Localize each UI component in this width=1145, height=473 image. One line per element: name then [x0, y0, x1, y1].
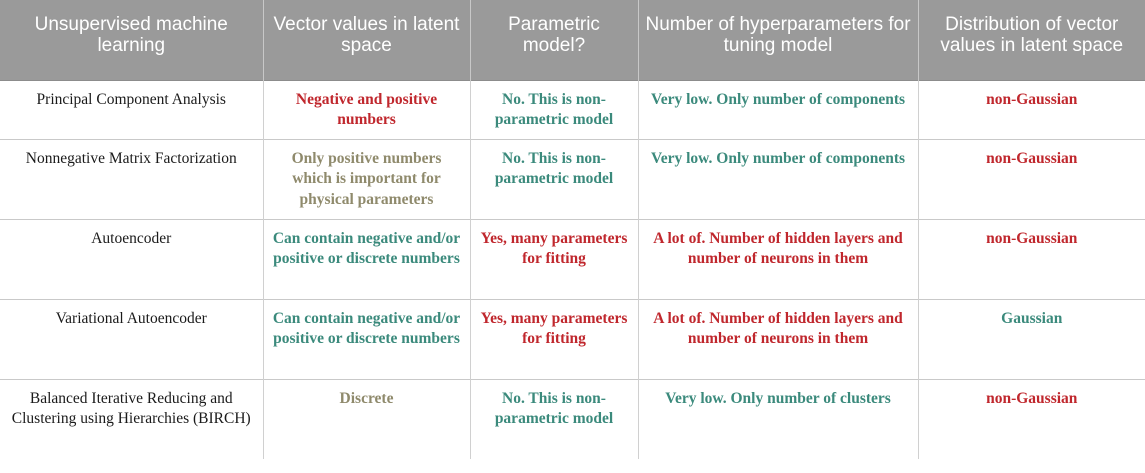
header-distribution: Distribution of vector values in latent space [918, 0, 1145, 80]
table-row [0, 139, 1145, 219]
hyperparameters-cell: A lot of. Number of hidden layers and number of neurons in them [638, 219, 918, 299]
parametric-cell: No. This is non-parametric model [470, 139, 638, 219]
distribution-cell: non-Gaussian [918, 139, 1145, 219]
hyperparameters-cell: A lot of. Number of hidden layers and number of neurons in them [638, 299, 918, 379]
header-row [0, 0, 1145, 80]
header-method: Unsupervised machine learning [0, 0, 263, 80]
method-cell: Variational Autoencoder [0, 299, 263, 379]
parametric-cell: Yes, many parameters for fitting [470, 299, 638, 379]
method-cell: Nonnegative Matrix Factorization [0, 139, 263, 219]
vector-values-cell: Only positive numbers which is important for physical parameters [263, 139, 470, 219]
header-vector-values: Vector values in latent space [263, 0, 470, 80]
vector-values-cell: Discrete [263, 379, 470, 459]
parametric-cell: Yes, many parameters for fitting [470, 219, 638, 299]
header-hyperparameters: Number of hyperparameters for tuning model [638, 0, 918, 80]
hyperparameters-cell: Very low. Only number of components [638, 139, 918, 219]
method-cell: Autoencoder [0, 219, 263, 299]
parametric-cell: No. This is non-parametric model [470, 379, 638, 459]
distribution-cell: Gaussian [918, 299, 1145, 379]
table-header [0, 0, 1145, 80]
vector-values-cell: Can contain negative and/or positive or discrete numbers [263, 299, 470, 379]
header-parametric: Parametric model? [470, 0, 638, 80]
hyperparameters-cell: Very low. Only number of components [638, 80, 918, 139]
vector-values-cell: Negative and positive numbers [263, 80, 470, 139]
table-row [0, 219, 1145, 299]
distribution-cell: non-Gaussian [918, 219, 1145, 299]
distribution-cell: non-Gaussian [918, 379, 1145, 459]
table-row [0, 379, 1145, 459]
table-row [0, 80, 1145, 139]
table-row [0, 299, 1145, 379]
method-cell: Balanced Iterative Reducing and Clustering using Hierarchies (BIRCH) [0, 379, 263, 459]
parametric-cell: No. This is non-parametric model [470, 80, 638, 139]
method-cell: Principal Component Analysis [0, 80, 263, 139]
distribution-cell: non-Gaussian [918, 80, 1145, 139]
table-body [0, 80, 1145, 459]
vector-values-cell: Can contain negative and/or positive or discrete numbers [263, 219, 470, 299]
hyperparameters-cell: Very low. Only number of clusters [638, 379, 918, 459]
